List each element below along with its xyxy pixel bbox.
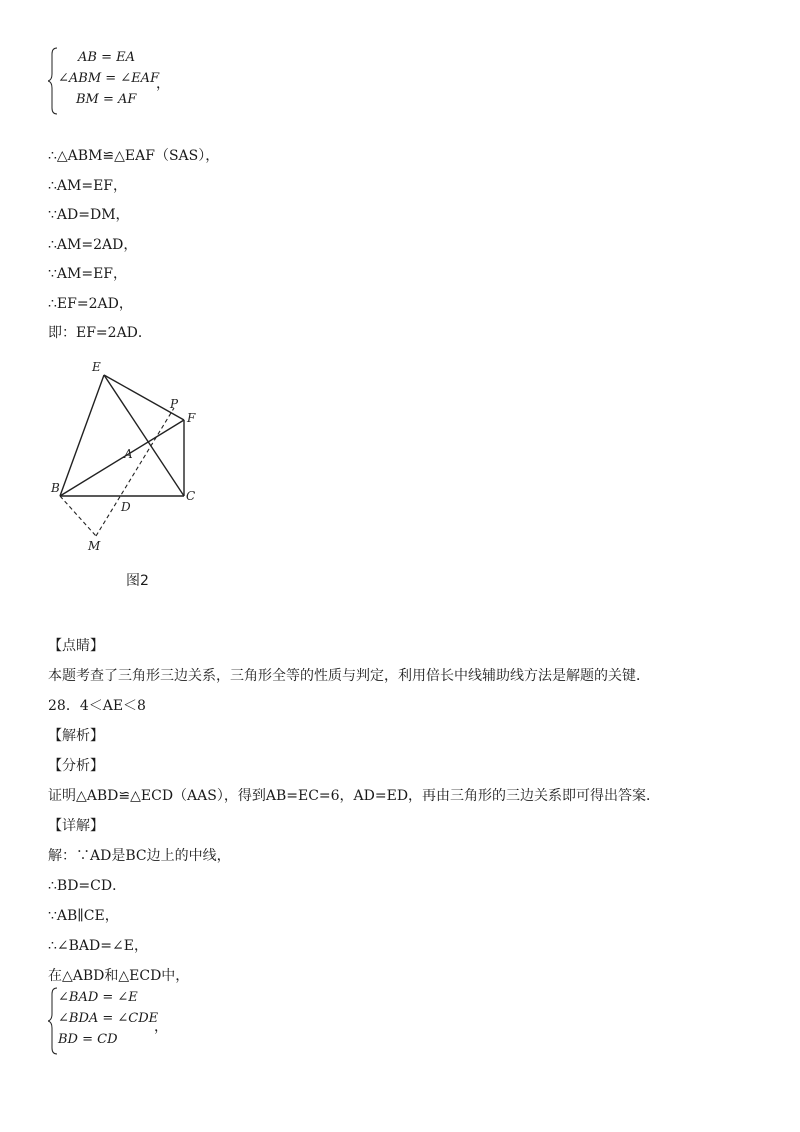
proof-line: ∴AM=2AD， <box>48 236 138 253</box>
solution-line: 在△ABD和△ECD中， <box>48 968 190 984</box>
system-line-1: ∠BAD = ∠E <box>58 990 138 1005</box>
system-line-3: BM = AF <box>76 92 137 107</box>
equation-system-1 <box>48 46 188 116</box>
point-label-B: B <box>51 481 60 495</box>
system-line-1: AB = EA <box>78 50 135 65</box>
point-label-M: M <box>88 539 101 553</box>
point-label-F: F <box>187 411 196 425</box>
equation-system-2 <box>48 986 208 1056</box>
point-label-C: C <box>186 489 196 503</box>
segment-EC <box>104 375 184 496</box>
system-line-3: BD = CD <box>58 1032 118 1047</box>
proof-line: 即：EF=2AD． <box>48 325 152 341</box>
figure-diagram <box>48 360 228 570</box>
system-comma: ， <box>154 1019 168 1035</box>
segment-BM-dashed <box>60 496 96 536</box>
point-label-E: E <box>92 360 101 374</box>
system-line-2: ∠ABM = ∠EAF <box>58 71 160 86</box>
solution-line: 解：∵AD是BC边上的中线， <box>48 848 231 864</box>
point-label-D: D <box>121 500 131 514</box>
proof-line: ∴△ABM≌△EAF（SAS）， <box>48 148 220 164</box>
proof-line: ∵AD=DM， <box>48 207 130 223</box>
system-comma: ， <box>156 76 170 92</box>
proof-line: ∵AM=EF， <box>48 266 128 282</box>
geometry-figure <box>48 360 228 590</box>
question-answer: 28．4＜AE＜8 <box>48 698 146 714</box>
point-label-A: A <box>124 447 133 461</box>
proof-line: ∴AM=EF， <box>48 177 128 194</box>
paragraph: 本题考查了三角形三边关系，三角形全等的性质与判定，利用倍长中线辅助线方法是解题的关键． <box>48 668 650 684</box>
point-label-P: P <box>170 397 179 411</box>
proof-steps <box>48 146 748 353</box>
solution-line: ∴BD=CD． <box>48 878 127 894</box>
solution-line: ∵AB∥CE， <box>48 908 119 924</box>
segment-EB <box>60 375 104 496</box>
solution-line: ∴∠BAD=∠E， <box>48 938 148 954</box>
segment-BF <box>60 420 184 496</box>
section-heading: 【点睛】 <box>48 638 104 654</box>
section-heading: 【解析】 <box>48 728 104 744</box>
section-heading: 【详解】 <box>48 818 104 834</box>
proof-line: ∴EF=2AD， <box>48 295 133 312</box>
segment-MP-dashed <box>96 408 174 536</box>
solution-body <box>48 636 768 996</box>
system-line-2: ∠BDA = ∠CDE <box>58 1011 159 1026</box>
section-heading: 【分析】 <box>48 758 104 774</box>
paragraph: 证明△ABD≌△ECD（AAS），得到AB=EC=6，AD=ED，再由三角形的三边关系即可得出答案． <box>48 788 661 804</box>
figure-caption: 图2 <box>126 573 149 589</box>
